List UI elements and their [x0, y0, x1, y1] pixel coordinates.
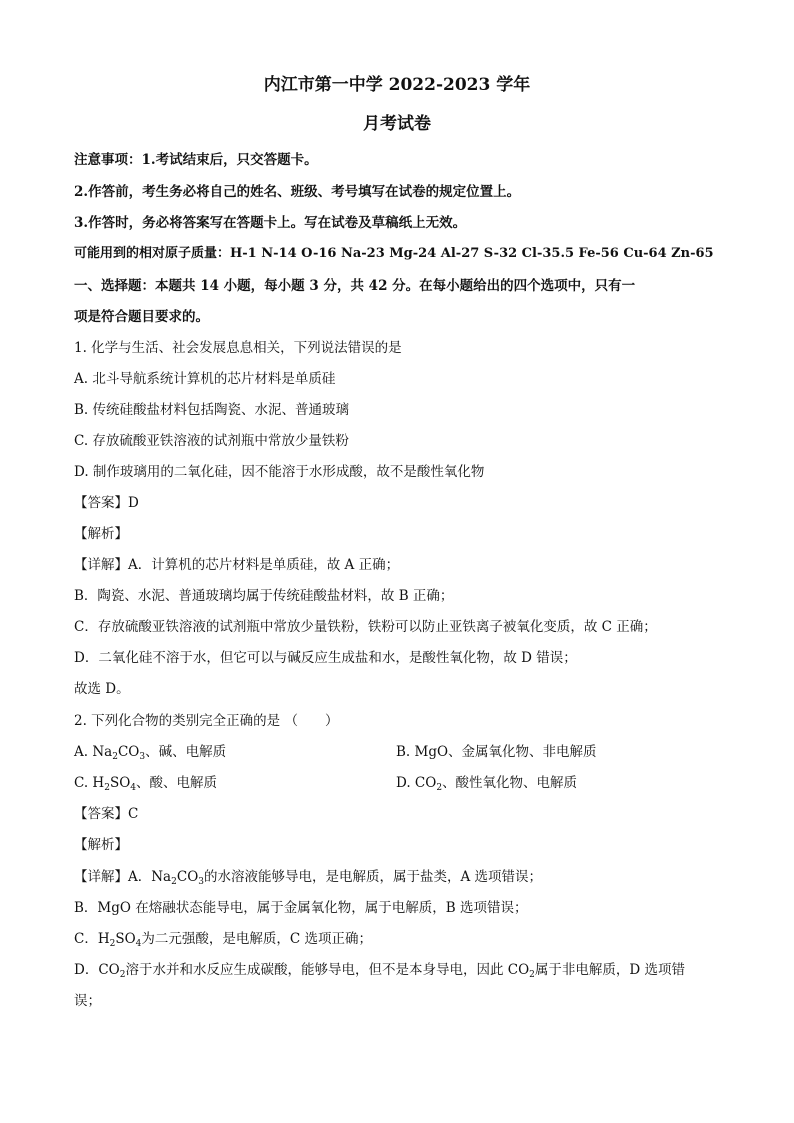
page-title: 内江市第一中学 2022-2023 学年 [263, 75, 531, 95]
q2-detail-c: C．$H_2SO_4$为二元强酸，是电解质，C 选项正确； [74, 931, 373, 949]
q1-option-d: D. 制作玻璃用的二氧化硅，因不能溶于水形成酸，故不是酸性氧化物 [74, 464, 485, 480]
q2-detail-d-wrap: 误； [74, 993, 101, 1009]
notice-label: 注意事项： [74, 152, 142, 168]
q1-detail-b: B．陶瓷、水泥、普通玻璃均属于传统硅酸盐材料，故 B 正确； [74, 588, 454, 604]
q1-analysis-label: 【解析】 [74, 526, 128, 542]
q1-stem: 1. 化学与生活、社会发展息息相关，下列说法错误的是 [74, 340, 402, 356]
q2-detail-a: 【详解】A．$Na_2CO_3$的水溶液能够导电，是电解质，属于盐类，A 选项错误； [74, 869, 543, 887]
q1-detail-a: 【详解】A．计算机的芯片材料是单质硅，故 A 正确； [74, 557, 400, 573]
q2-option-a: A. $Na_2CO_3$、碱、电解质 [74, 744, 227, 762]
page-subtitle: 月考试卷 [363, 114, 431, 134]
q2-option-b: B. MgO、金属氧化物、非电解质 [396, 744, 597, 760]
q1-option-b: B. 传统硅酸盐材料包括陶瓷、水泥、普通玻璃 [74, 402, 350, 418]
q2-option-d: D. $CO_2$、酸性氧化物、电解质 [396, 775, 578, 793]
notice-line-3: 3.作答时，务必将答案写在答题卡上。写在试卷及草稿纸上无效。 [74, 215, 467, 231]
section-heading-line-1: 一、选择题：本题共 14 小题，每小题 3 分，共 42 分。在每小题给出的四个选项中，只有一 [74, 278, 636, 294]
q2-detail-d: D．$CO_2$溶于水并和水反应生成碳酸，能够导电，但不是本身导电，因此 $CO_2$属于非电解质，D 选项错 [74, 962, 686, 980]
section-heading-line-2: 项是符合题目要求的。 [74, 309, 209, 325]
q1-option-c: C. 存放硫酸亚铁溶液的试剂瓶中常放少量铁粉 [74, 433, 349, 449]
atomic-mass-line: 可能用到的相对原子质量：H-1 N-14 O-16 Na-23 Mg-24 Al-27 S-32 Cl-35.5 Fe-56 Cu-64 Zn-65 [74, 246, 714, 261]
q1-detail-c: C．存放硫酸亚铁溶液的试剂瓶中常放少量铁粉，铁粉可以防止亚铁离子被氧化变质，故 C 正确； [74, 619, 657, 635]
q2-stem: 2. 下列化合物的类别完全正确的是 （ ） [74, 713, 339, 729]
q1-detail-d: D．二氧化硅不溶于水，但它可以与碱反应生成盐和水，是酸性氧化物，故 D 错误； [74, 650, 577, 666]
q2-detail-b: B．MgO 在熔融状态能导电，属于金属氧化物，属于电解质，B 选项错误； [74, 900, 528, 916]
q1-answer: 【答案】D [74, 495, 139, 511]
q1-option-a: A. 北斗导航系统计算机的芯片材料是单质硅 [74, 371, 336, 387]
notice-line-1 [74, 150, 318, 170]
notice-line-2: 2.作答前，考生务必将自己的姓名、班级、考号填写在试卷的规定位置上。 [74, 184, 521, 200]
q1-conclusion: 故选 D。 [74, 681, 130, 697]
q2-option-c: C. $H_2SO_4$、酸、电解质 [74, 775, 218, 793]
q2-answer: 【答案】C [74, 806, 139, 822]
notice-text-1: 1.考试结束后，只交答题卡。 [141, 152, 318, 168]
q2-analysis-label: 【解析】 [74, 837, 128, 853]
